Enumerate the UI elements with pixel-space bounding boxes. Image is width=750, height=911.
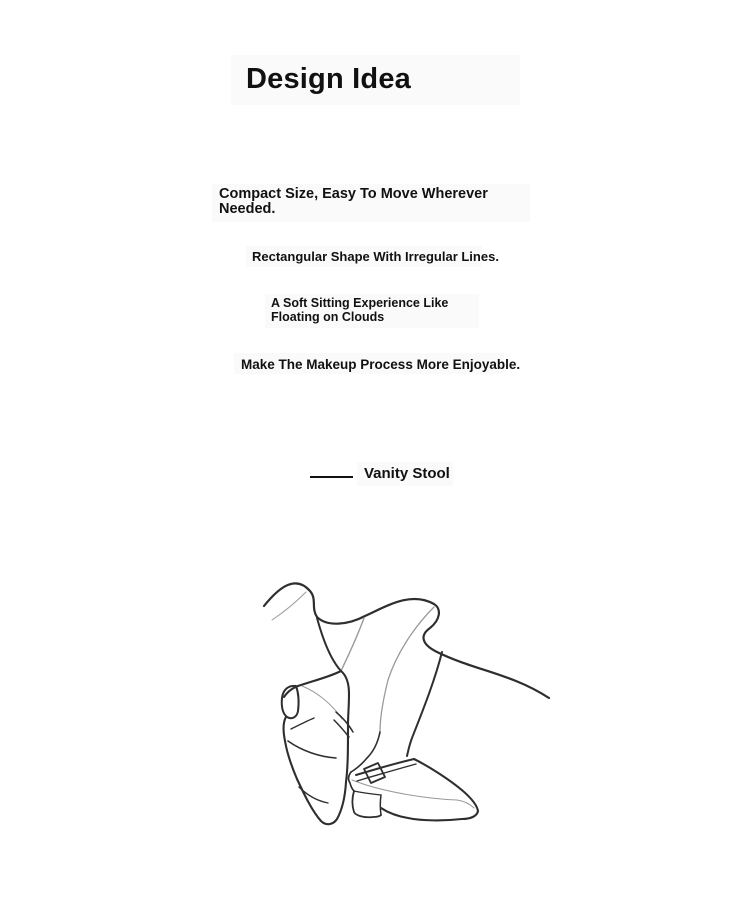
feature-line: Needed.	[219, 201, 276, 217]
feature-makeup-process	[241, 357, 520, 372]
feature-soft-sitting	[271, 297, 448, 324]
lifted-shoe-outline	[284, 671, 349, 824]
left-leg-inner-line	[341, 618, 364, 671]
lifted-shoe-top-edge	[284, 671, 341, 697]
right-shoe-heel-top	[354, 791, 381, 795]
feature-line: Rectangular Shape With Irregular Lines.	[252, 249, 499, 264]
feature-line: A Soft Sitting Experience Like	[271, 296, 449, 310]
lifted-shoe-toe-line	[299, 787, 328, 803]
label-dash-line	[310, 476, 353, 478]
lifted-shoe-arch-line	[288, 741, 336, 758]
page-title: Design Idea	[246, 63, 411, 95]
feature-rectangular-shape	[252, 249, 499, 264]
feature-line: Compact Size, Easy To Move Wherever	[219, 186, 488, 202]
lifted-shoe-inner-edge	[302, 686, 342, 719]
product-label: Vanity Stool	[364, 465, 450, 482]
right-leg-back-line	[407, 652, 442, 756]
right-shoe-back-quarter	[349, 772, 354, 791]
right-shoe-sole	[381, 808, 478, 820]
left-leg-outline	[317, 618, 341, 671]
fabric-fold-line	[272, 592, 306, 620]
feature-compact-size	[219, 187, 488, 217]
feature-line: Make The Makeup Process More Enjoyable.	[241, 357, 521, 372]
right-shoe-heel-front	[380, 795, 381, 815]
legs-in-heels-sketch-illustration	[250, 570, 560, 830]
right-leg-front-line	[380, 607, 434, 732]
right-ankle-front-edge	[351, 732, 380, 772]
lifted-shoe-heel-wedge-top	[336, 712, 353, 732]
feature-line: Floating on Clouds	[271, 309, 385, 324]
lifted-shoe-strap-line	[291, 718, 314, 729]
